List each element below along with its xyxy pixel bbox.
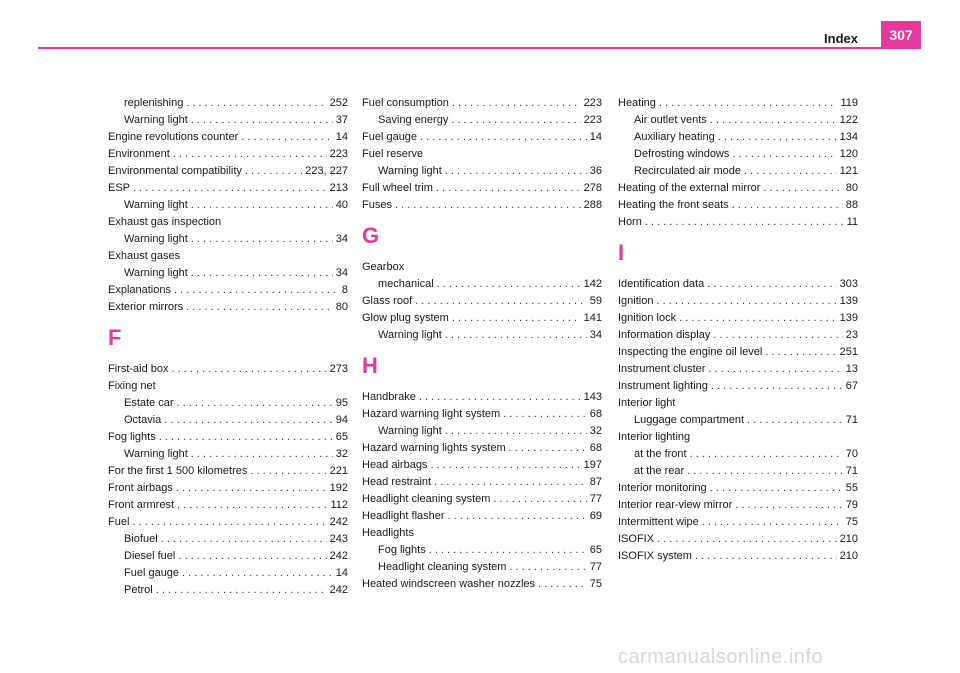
index-subentry xyxy=(618,463,858,480)
index-entry xyxy=(362,474,602,491)
entry-term: Front armrest xyxy=(108,499,175,511)
index-heading: Fixing net xyxy=(108,380,156,392)
index-heading: Interior lighting xyxy=(618,431,691,443)
entry-term: Environment xyxy=(108,148,170,160)
entry-page-number: 79 xyxy=(845,499,858,511)
index-entry xyxy=(618,480,858,497)
entry-page-number: 223 xyxy=(583,97,602,109)
dot-leader xyxy=(419,389,581,406)
dot-leader xyxy=(164,412,332,429)
index-subentry xyxy=(618,129,858,146)
entry-page-number: 273 xyxy=(329,363,348,375)
entry-page-number: 213 xyxy=(329,182,348,194)
dot-leader xyxy=(191,446,333,463)
entry-page-number: 303 xyxy=(839,278,858,290)
dot-leader xyxy=(708,361,842,378)
dot-leader xyxy=(133,180,327,197)
entry-term: Instrument lighting xyxy=(618,380,708,392)
dot-leader xyxy=(445,423,587,440)
index-entry xyxy=(108,514,348,531)
dot-leader xyxy=(732,146,836,163)
index-entry xyxy=(362,406,602,423)
index-entry xyxy=(618,276,858,293)
index-entry xyxy=(362,180,602,197)
index-entry xyxy=(108,180,348,197)
dot-leader xyxy=(191,197,333,214)
dot-leader xyxy=(429,542,587,559)
entry-term: Warning light xyxy=(378,425,442,437)
entry-term: Heating of the external mirror xyxy=(618,182,761,194)
dot-leader xyxy=(177,497,327,514)
entry-term: Handbrake xyxy=(362,391,416,403)
entry-term: Fog lights xyxy=(378,544,426,556)
entry-term: Headlight cleaning system xyxy=(362,493,491,505)
index-subentry xyxy=(362,276,602,293)
index-entry xyxy=(362,129,602,146)
index-heading: Exhaust gases xyxy=(108,250,181,262)
dot-leader xyxy=(186,299,333,316)
dot-leader xyxy=(445,327,587,344)
dot-leader xyxy=(657,531,837,548)
entry-page-number: 112 xyxy=(330,499,348,511)
entry-term: Interior rear-view mirror xyxy=(618,499,733,511)
index-heading: Interior light xyxy=(618,397,676,409)
entry-term: at the front xyxy=(634,448,687,460)
entry-term: Intermittent wipe xyxy=(618,516,699,528)
entry-term: mechanical xyxy=(378,278,434,290)
index-entry xyxy=(618,497,858,514)
dot-leader xyxy=(538,576,587,593)
section-letter: H xyxy=(362,353,378,378)
entry-term: Heating the front seats xyxy=(618,199,729,211)
dot-leader xyxy=(420,129,587,146)
index-entry xyxy=(362,197,602,214)
index-entry xyxy=(618,531,858,548)
index-subentry xyxy=(108,548,348,565)
entry-page-number: 143 xyxy=(583,391,602,403)
entry-term: Hazard warning lights system xyxy=(362,442,506,454)
index-subentry xyxy=(362,423,602,440)
dot-leader xyxy=(765,344,836,361)
index-subentry xyxy=(108,565,348,582)
entry-page-number: 139 xyxy=(839,312,858,324)
dot-leader xyxy=(690,446,843,463)
entry-term: Environmental compatibility xyxy=(108,165,242,177)
entry-page-number: 68 xyxy=(589,408,602,420)
entry-page-number: 40 xyxy=(335,199,348,211)
dot-leader xyxy=(763,180,842,197)
index-subentry xyxy=(618,146,858,163)
entry-page-number: 68 xyxy=(589,442,602,454)
dot-leader xyxy=(445,163,587,180)
dot-leader xyxy=(707,276,836,293)
entry-page-number: 121 xyxy=(839,165,858,177)
watermark-text: carmanualsonline.info xyxy=(618,646,824,668)
dot-leader xyxy=(191,265,333,282)
entry-term: Ignition xyxy=(618,295,654,307)
entry-page-number: 223 xyxy=(583,114,602,126)
index-heading: Fuel reserve xyxy=(362,148,424,160)
entry-term: Air outlet vents xyxy=(634,114,707,126)
entry-term: Diesel fuel xyxy=(124,550,176,562)
entry-page-number: 122 xyxy=(839,114,858,126)
entry-page-number: 34 xyxy=(335,267,348,279)
entry-page-number: 14 xyxy=(589,131,602,143)
entry-term: First-aid box xyxy=(108,363,169,375)
entry-page-number: 34 xyxy=(335,233,348,245)
index-subentry xyxy=(108,95,348,112)
dot-leader xyxy=(744,163,837,180)
index-subentry xyxy=(362,542,602,559)
index-entry xyxy=(362,440,602,457)
dot-leader xyxy=(452,95,581,112)
entry-term: at the rear xyxy=(634,465,685,477)
index-column-2 xyxy=(362,95,602,593)
entry-page-number: 59 xyxy=(589,295,602,307)
entry-page-number: 71 xyxy=(845,465,858,477)
index-entry xyxy=(362,95,602,112)
index-subentry xyxy=(618,112,858,129)
entry-term: Defrosting windows xyxy=(634,148,730,160)
entry-term: Glow plug system xyxy=(362,312,449,324)
dot-leader xyxy=(679,310,837,327)
entry-page-number: 37 xyxy=(335,114,348,126)
entry-page-number: 192 xyxy=(329,482,348,494)
index-entry xyxy=(618,548,858,565)
dot-leader xyxy=(159,429,333,446)
index-entry xyxy=(618,197,858,214)
entry-page-number: 223 xyxy=(329,148,348,160)
entry-page-number: 75 xyxy=(589,578,602,590)
dot-leader xyxy=(695,548,837,565)
index-entry xyxy=(618,514,858,531)
dot-leader xyxy=(509,559,586,576)
dot-leader xyxy=(718,129,837,146)
entry-page-number: 11 xyxy=(846,216,858,228)
entry-page-number: 34 xyxy=(589,329,602,341)
entry-page-number: 288 xyxy=(583,199,602,211)
index-heading: Gearbox xyxy=(362,261,405,273)
entry-page-number: 210 xyxy=(839,533,858,545)
index-column-1 xyxy=(108,95,348,599)
entry-page-number: 94 xyxy=(335,414,348,426)
entry-term: Estate car xyxy=(124,397,174,409)
dot-leader xyxy=(245,163,302,180)
entry-page-number: 80 xyxy=(845,182,858,194)
index-subentry xyxy=(108,395,348,412)
entry-page-number: 32 xyxy=(335,448,348,460)
entry-page-number: 14 xyxy=(335,131,348,143)
index-entry xyxy=(362,293,602,310)
dot-leader xyxy=(702,514,843,531)
entry-term: Explanations xyxy=(108,284,171,296)
entry-term: replenishing xyxy=(124,97,184,109)
dot-leader xyxy=(174,282,339,299)
dot-leader xyxy=(710,112,837,129)
entry-term: Octavia xyxy=(124,414,162,426)
entry-term: Petrol xyxy=(124,584,153,596)
dot-leader xyxy=(645,214,844,231)
entry-page-number: 197 xyxy=(583,459,602,471)
dot-leader xyxy=(415,293,587,310)
header-divider xyxy=(38,47,921,49)
dot-leader xyxy=(177,395,333,412)
index-entry xyxy=(108,282,348,299)
dot-leader xyxy=(437,276,581,293)
entry-term: Saving energy xyxy=(378,114,449,126)
index-subentry xyxy=(618,446,858,463)
entry-page-number: 77 xyxy=(589,561,602,573)
entry-term: ESP xyxy=(108,182,131,194)
entry-page-number: 223, 227 xyxy=(305,165,348,177)
entry-term: Fuel gauge xyxy=(124,567,180,579)
entry-page-number: 87 xyxy=(589,476,602,488)
entry-term: Warning light xyxy=(124,114,188,126)
dot-leader xyxy=(493,491,586,508)
index-entry xyxy=(108,429,348,446)
entry-term: ISOFIX xyxy=(618,533,655,545)
entry-term: Glass roof xyxy=(362,295,413,307)
index-entry xyxy=(618,214,858,231)
entry-page-number: 80 xyxy=(335,301,348,313)
page-title: Index xyxy=(824,31,858,46)
entry-term: Head airbags xyxy=(362,459,428,471)
dot-leader xyxy=(732,197,843,214)
entry-page-number: 242 xyxy=(329,516,348,528)
entry-page-number: 70 xyxy=(845,448,858,460)
entry-page-number: 251 xyxy=(839,346,858,358)
index-entry xyxy=(618,327,858,344)
index-subentry xyxy=(108,582,348,599)
entry-page-number: 67 xyxy=(845,380,858,392)
page-number-badge: 307 xyxy=(881,21,921,48)
section-letter: G xyxy=(362,223,380,248)
entry-term: Fuses xyxy=(362,199,392,211)
entry-page-number: 278 xyxy=(583,182,602,194)
index-entry xyxy=(108,129,348,146)
entry-term: Interior monitoring xyxy=(618,482,707,494)
dot-leader xyxy=(451,112,580,129)
entry-term: Engine revolutions counter xyxy=(108,131,239,143)
entry-page-number: 95 xyxy=(335,397,348,409)
index-entry xyxy=(618,310,858,327)
entry-term: Headlight cleaning system xyxy=(378,561,507,573)
index-subentry xyxy=(108,231,348,248)
entry-term: Warning light xyxy=(124,233,188,245)
dot-leader xyxy=(173,146,327,163)
entry-term: Horn xyxy=(618,216,642,228)
entry-term: For the first 1 500 kilometres xyxy=(108,465,248,477)
index-subentry xyxy=(108,446,348,463)
entry-term: Heated windscreen washer nozzles xyxy=(362,578,536,590)
entry-page-number: 141 xyxy=(583,312,602,324)
entry-term: Biofuel xyxy=(124,533,158,545)
index-entry xyxy=(618,344,858,361)
entry-term: Auxiliary heating xyxy=(634,131,715,143)
dot-leader xyxy=(448,508,587,525)
entry-term: Head restraint xyxy=(362,476,432,488)
index-subentry xyxy=(108,197,348,214)
dot-leader xyxy=(711,378,843,395)
entry-page-number: 13 xyxy=(845,363,858,375)
index-entry xyxy=(362,457,602,474)
dot-leader xyxy=(659,95,838,112)
entry-term: Warning light xyxy=(124,199,188,211)
entry-term: Exterior mirrors xyxy=(108,301,184,313)
entry-page-number: 88 xyxy=(845,199,858,211)
dot-leader xyxy=(395,197,581,214)
dot-leader xyxy=(161,531,327,548)
index-heading: Exhaust gas inspection xyxy=(108,216,222,228)
index-subentry xyxy=(362,327,602,344)
index-subentry xyxy=(108,412,348,429)
entry-page-number: 65 xyxy=(335,431,348,443)
index-entry xyxy=(108,163,348,180)
entry-term: Information display xyxy=(618,329,711,341)
entry-page-number: 120 xyxy=(839,148,858,160)
index-subentry xyxy=(618,412,858,429)
dot-leader xyxy=(156,582,327,599)
entry-term: Luggage compartment xyxy=(634,414,745,426)
entry-page-number: 252 xyxy=(329,97,348,109)
entry-term: Inspecting the engine oil level xyxy=(618,346,763,358)
index-entry xyxy=(362,576,602,593)
entry-page-number: 242 xyxy=(329,584,348,596)
entry-page-number: 69 xyxy=(589,510,602,522)
entry-page-number: 77 xyxy=(589,493,602,505)
entry-term: Instrument cluster xyxy=(618,363,706,375)
entry-page-number: 23 xyxy=(845,329,858,341)
dot-leader xyxy=(176,480,327,497)
entry-term: Fuel gauge xyxy=(362,131,418,143)
dot-leader xyxy=(747,412,843,429)
index-entry xyxy=(108,480,348,497)
dot-leader xyxy=(191,112,333,129)
dot-leader xyxy=(191,231,333,248)
entry-term: Fog lights xyxy=(108,431,156,443)
dot-leader xyxy=(713,327,842,344)
page-header xyxy=(0,0,960,50)
index-entry xyxy=(618,95,858,112)
dot-leader xyxy=(656,293,836,310)
entry-term: Fuel consumption xyxy=(362,97,449,109)
dot-leader xyxy=(250,463,326,480)
dot-leader xyxy=(710,480,843,497)
dot-leader xyxy=(132,514,326,531)
entry-page-number: 75 xyxy=(845,516,858,528)
index-entry xyxy=(618,378,858,395)
index-entry xyxy=(362,389,602,406)
dot-leader xyxy=(687,463,843,480)
index-entry xyxy=(108,146,348,163)
dot-leader xyxy=(430,457,580,474)
index-entry xyxy=(108,361,348,378)
dot-leader xyxy=(735,497,842,514)
entry-term: Recirculated air mode xyxy=(634,165,741,177)
index-subentry xyxy=(108,112,348,129)
entry-term: ISOFIX system xyxy=(618,550,692,562)
entry-term: Warning light xyxy=(378,165,442,177)
index-entry xyxy=(618,293,858,310)
entry-page-number: 14 xyxy=(335,567,348,579)
dot-leader xyxy=(241,129,333,146)
entry-page-number: 210 xyxy=(839,550,858,562)
dot-leader xyxy=(509,440,587,457)
entry-page-number: 142 xyxy=(583,278,602,290)
entry-page-number: 36 xyxy=(589,165,602,177)
entry-page-number: 65 xyxy=(589,544,602,556)
index-subentry xyxy=(618,163,858,180)
entry-page-number: 243 xyxy=(329,533,348,545)
entry-term: Heating xyxy=(618,97,656,109)
entry-term: Headlight flasher xyxy=(362,510,445,522)
index-entry xyxy=(108,497,348,514)
index-entry xyxy=(362,491,602,508)
entry-term: Ignition lock xyxy=(618,312,677,324)
entry-page-number: 32 xyxy=(589,425,602,437)
entry-page-number: 221 xyxy=(329,465,348,477)
dot-leader xyxy=(186,95,326,112)
entry-page-number: 71 xyxy=(845,414,858,426)
entry-term: Hazard warning light system xyxy=(362,408,501,420)
index-entry xyxy=(618,180,858,197)
index-subentry xyxy=(108,531,348,548)
dot-leader xyxy=(182,565,333,582)
index-entry xyxy=(108,299,348,316)
entry-term: Front airbags xyxy=(108,482,173,494)
index-subentry xyxy=(108,265,348,282)
index-subentry xyxy=(362,559,602,576)
entry-page-number: 8 xyxy=(341,284,348,296)
dot-leader xyxy=(436,180,581,197)
entry-term: Fuel xyxy=(108,516,130,528)
dot-leader xyxy=(503,406,587,423)
index-heading: Headlights xyxy=(362,527,414,539)
entry-page-number: 134 xyxy=(839,131,858,143)
section-letter: F xyxy=(108,325,122,350)
entry-page-number: 55 xyxy=(845,482,858,494)
entry-term: Full wheel trim xyxy=(362,182,433,194)
index-column-3 xyxy=(618,95,858,565)
entry-term: Warning light xyxy=(378,329,442,341)
index-entry xyxy=(362,310,602,327)
index-subentry xyxy=(362,163,602,180)
section-letter: I xyxy=(618,240,625,265)
dot-leader xyxy=(178,548,326,565)
entry-page-number: 139 xyxy=(839,295,858,307)
entry-page-number: 119 xyxy=(840,97,858,109)
dot-leader xyxy=(452,310,581,327)
index-entry xyxy=(362,508,602,525)
entry-term: Warning light xyxy=(124,448,188,460)
dot-leader xyxy=(434,474,587,491)
index-entry xyxy=(108,463,348,480)
entry-term: Warning light xyxy=(124,267,188,279)
index-subentry xyxy=(362,112,602,129)
entry-page-number: 242 xyxy=(329,550,348,562)
dot-leader xyxy=(172,361,327,378)
entry-term: Identification data xyxy=(618,278,705,290)
index-entry xyxy=(618,361,858,378)
